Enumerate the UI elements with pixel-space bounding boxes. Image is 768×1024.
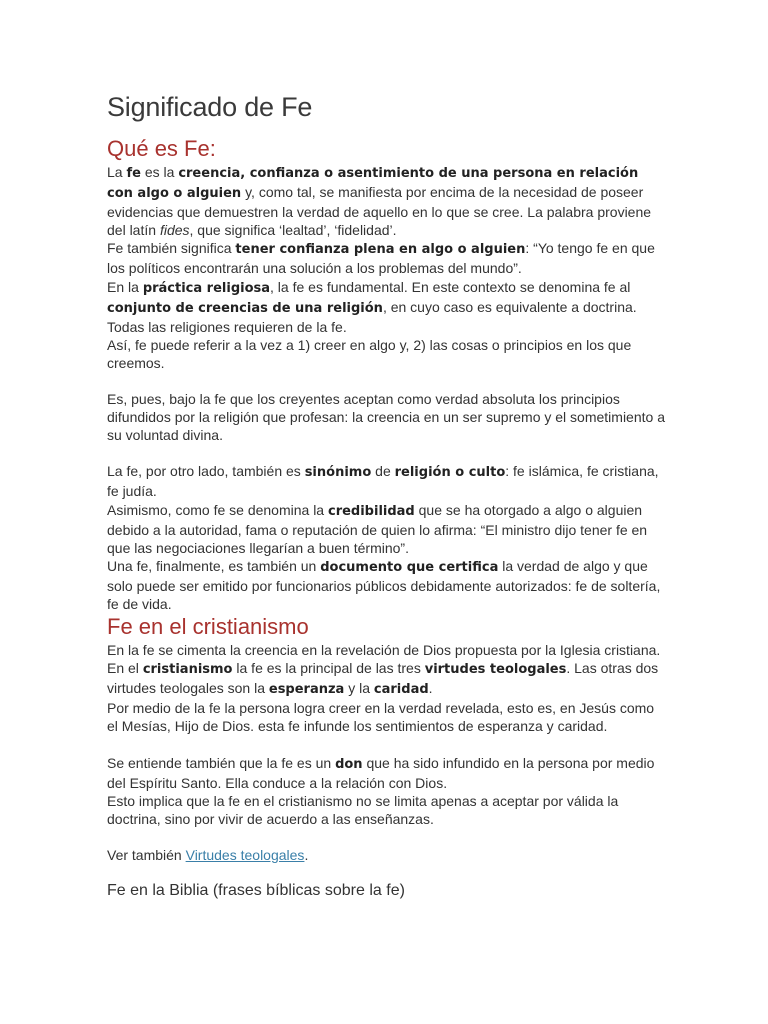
see-also-suffix: . bbox=[304, 846, 309, 863]
text: y, como tal, se manifiesta por encima de la necesidad de poseer evidencias que demuestren la verdad de aquello en lo que se cree. La palabra proviene del latín bbox=[107, 184, 652, 239]
see-also-prefix: Ver también bbox=[107, 846, 186, 863]
bold-text: documento que certifica bbox=[320, 559, 499, 575]
bold-text: cristianismo bbox=[142, 662, 233, 678]
link-virtudes-teologales[interactable]: Virtudes teologales bbox=[185, 846, 305, 863]
italic-text: fides bbox=[159, 222, 190, 239]
section-heading-cristianismo: Fe en el cristianismo bbox=[107, 614, 309, 640]
paragraph-sinonimo bbox=[107, 462, 667, 500]
section-heading-que-es-fe: Qué es Fe: bbox=[107, 136, 216, 161]
text: que se ha otorgado a algo o alguien debido a la autoridad, fama o reputación de quien lo afirma: “El ministro dijo tener fe en que las negociaciones llegarían a buen término”. bbox=[107, 501, 648, 556]
text: . bbox=[428, 680, 433, 697]
paragraph-credibilidad bbox=[107, 501, 667, 557]
text: Asimismo, como fe se denomina la bbox=[107, 501, 328, 518]
bold-text: creencia, confianza o asentimiento de una persona en relación con algo o alguien bbox=[107, 166, 639, 202]
spacer bbox=[107, 372, 667, 390]
text: la fe es la principal de las tres bbox=[232, 660, 425, 677]
paragraph-creyentes: Es, pues, bajo la fe que los creyentes aceptan como verdad absoluta los principios difundidos por la religión que profesan: la creencia en un ser supremo y el sometimiento a su voluntad divina. bbox=[107, 391, 665, 444]
paragraph-documento bbox=[107, 557, 667, 613]
bold-text: tener confianza plena en algo o alguien bbox=[235, 242, 526, 258]
text: : fe islámica, fe cristiana, fe judía. bbox=[107, 463, 659, 500]
text: , en cuyo caso es equivalente a doctrina. Todas las religiones requieren de la fe. bbox=[107, 298, 637, 335]
text: , la fe es fundamental. En este contexto se denomina fe al bbox=[270, 278, 631, 295]
paragraph-practica-religiosa bbox=[107, 278, 667, 336]
text: , que significa ‘lealtad’, ‘fidelidad’. bbox=[189, 222, 397, 239]
biblia-heading: Fe en la Biblia (frases bíblicas sobre la fe) bbox=[107, 882, 405, 899]
page-title: Significado de Fe bbox=[107, 92, 313, 122]
paragraph-cristianismo bbox=[107, 641, 667, 699]
text: es la bbox=[140, 164, 179, 180]
paragraph-confianza bbox=[107, 239, 667, 277]
text: Fe también significa bbox=[107, 240, 236, 257]
spacer bbox=[107, 828, 667, 846]
text: y la bbox=[344, 680, 374, 697]
text: la verdad de algo y que solo puede ser emitido por funcionarios públicos debidamente autorizados: fe de soltería, fe de vida. bbox=[107, 557, 661, 612]
bold-text: caridad bbox=[373, 682, 429, 698]
bold-text: conjunto de creencias de una religión bbox=[107, 300, 383, 316]
text: En la bbox=[107, 278, 143, 295]
text: Se entiende también que la fe es un bbox=[107, 754, 336, 771]
text: La bbox=[107, 164, 127, 180]
text: En la fe se cimenta la creencia en la revelación de Dios propuesta por la Iglesia cristiana. En el bbox=[107, 642, 661, 677]
bold-text: religión o culto bbox=[394, 465, 506, 481]
bold-text: esperanza bbox=[268, 682, 345, 698]
bold-text: virtudes teologales bbox=[424, 662, 567, 678]
text: Una fe, finalmente, es también un bbox=[107, 557, 321, 574]
bold-text: don bbox=[335, 756, 363, 772]
paragraph-creer: Así, fe puede referir a la vez a 1) creer en algo y, 2) las cosas o principios en los que creemos. bbox=[107, 336, 632, 371]
article-body bbox=[107, 92, 667, 900]
see-also bbox=[107, 846, 667, 864]
text: . Las otras dos virtudes teologales son la bbox=[107, 660, 659, 697]
paragraph-definition bbox=[107, 163, 667, 239]
paragraph-verdad-revelada: Por medio de la fe la persona logra creer en la verdad revelada, esto es, en Jesús como el Mesías, Hijo de Dios. esta fe infunde los sentimientos de esperanza y caridad. bbox=[107, 700, 655, 735]
bold-text: credibilidad bbox=[327, 503, 415, 519]
bold-text: sinónimo bbox=[304, 465, 372, 481]
spacer bbox=[107, 444, 667, 462]
text: : “Yo tengo fe en que los políticos encontrarán una solución a los problemas del mundo”. bbox=[107, 240, 655, 277]
paragraph-ensenanzas: Esto implica que la fe en el cristianismo no se limita apenas a aceptar por válida la doctrina, sino por vivir de acuerdo a las enseñanzas. bbox=[107, 792, 619, 827]
text: que ha sido infundido en la persona por medio del Espíritu Santo. Ella conduce a la relación con Dios. bbox=[107, 754, 655, 791]
text: de bbox=[371, 463, 395, 480]
text: La fe, por otro lado, también es bbox=[107, 463, 305, 480]
bold-text: fe bbox=[126, 166, 141, 181]
paragraph-don bbox=[107, 754, 667, 792]
spacer bbox=[107, 736, 667, 754]
bold-text: práctica religiosa bbox=[142, 280, 271, 296]
